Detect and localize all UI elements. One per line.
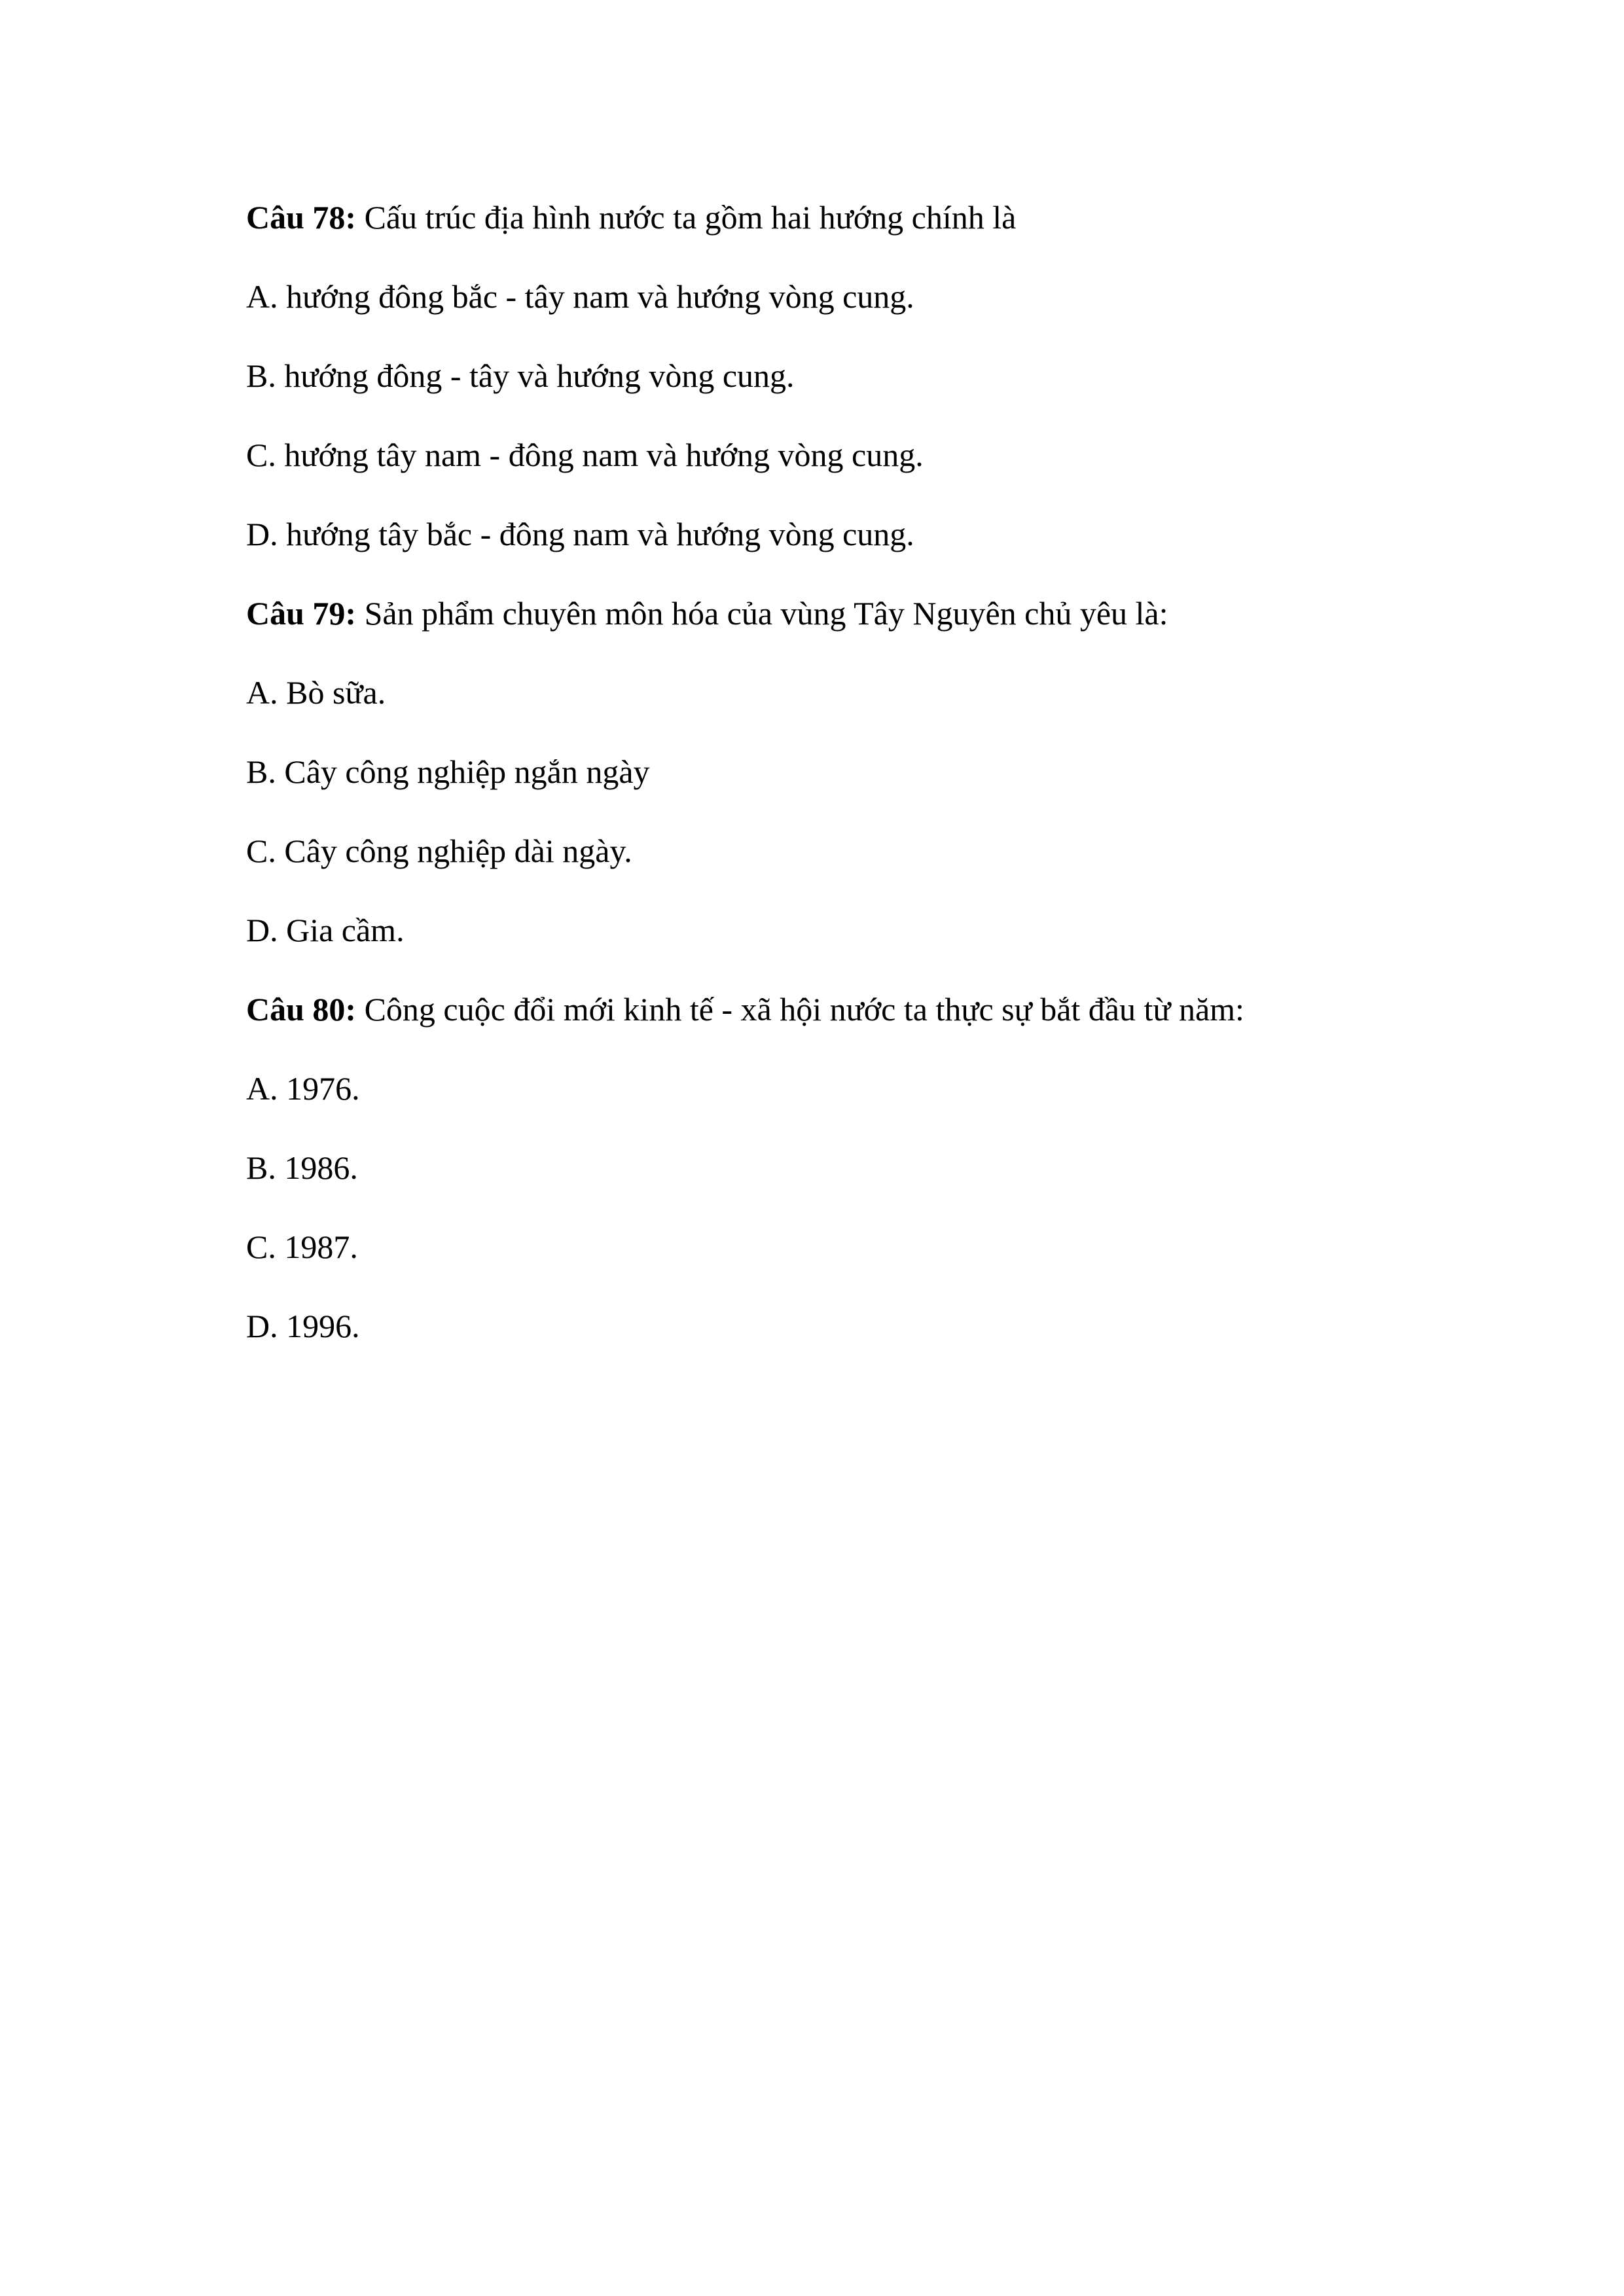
question-text: Công cuộc đổi mới kinh tế - xã hội nước ta thực sự bắt đầu từ năm: (356, 991, 1244, 1028)
answer-option: B. 1986. (246, 1149, 358, 1186)
answer-option: C. hướng tây nam - đông nam và hướng vòng cung. (246, 437, 924, 473)
answer-option: C. 1987. (246, 1229, 358, 1265)
answer-option: D. 1996. (246, 1308, 360, 1344)
question-text: Cấu trúc địa hình nước ta gồm hai hướng chính là (356, 199, 1017, 236)
question-label: Câu 79: (246, 595, 357, 632)
answer-option: A. 1976. (246, 1070, 360, 1107)
question-text: Sản phẩm chuyên môn hóa của vùng Tây Nguyên chủ yêu là: (356, 595, 1168, 632)
answer-option: A. hướng đông bắc - tây nam và hướng vòng cung. (246, 278, 914, 315)
answer-option: C. Cây công nghiệp dài ngày. (246, 833, 632, 869)
question-label: Câu 80: (246, 991, 357, 1028)
question-79 (246, 594, 1168, 633)
question-label: Câu 78: (246, 199, 357, 236)
answer-option: B. hướng đông - tây và hướng vòng cung. (246, 357, 795, 394)
question-80 (246, 990, 1244, 1029)
answer-option: D. Gia cầm. (246, 912, 405, 948)
answer-option: D. hướng tây bắc - đông nam và hướng vòng cung. (246, 516, 914, 552)
answer-option: A. Bò sữa. (246, 674, 386, 711)
question-78 (246, 198, 1016, 237)
answer-option: B. Cây công nghiệp ngắn ngày (246, 753, 650, 790)
